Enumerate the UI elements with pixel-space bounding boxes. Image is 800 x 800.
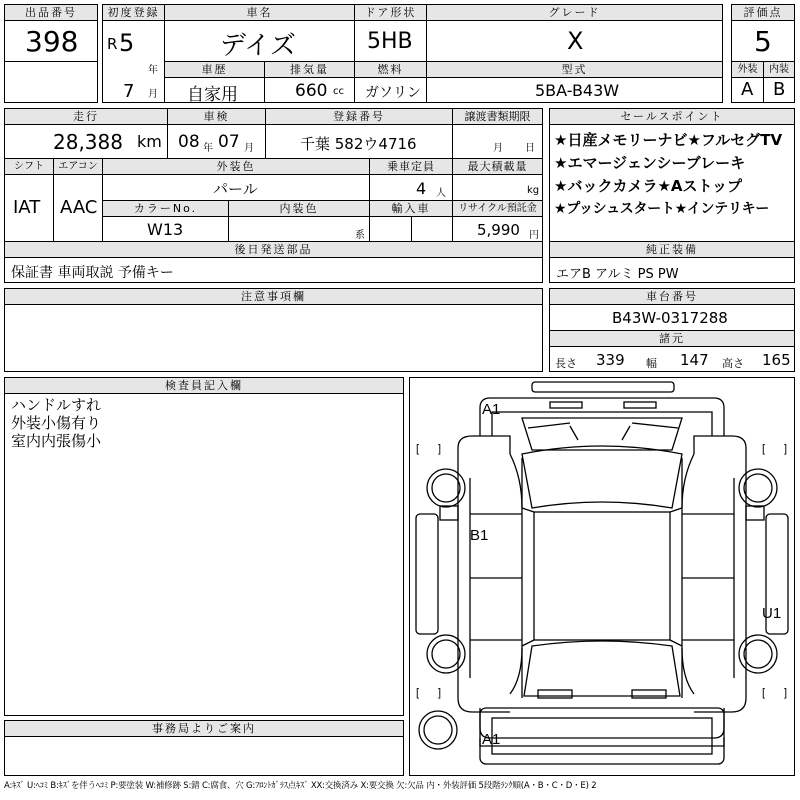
transfer-deadline: 月 日 — [452, 124, 543, 159]
displacement-label: 排気量 — [264, 61, 355, 78]
specs: 長さ 339 幅 147 高さ 165 — [549, 346, 795, 372]
car-name-label: 車名 — [164, 4, 355, 21]
score: 5 — [731, 20, 795, 62]
color-number: W13 — [102, 216, 229, 242]
svg-text:[: [ — [762, 443, 766, 455]
registration-number-label: 登録番号 — [265, 108, 453, 125]
car-diagram-svg — [410, 378, 794, 775]
capacity: 4 人 — [369, 174, 453, 201]
office-notes — [4, 736, 404, 776]
first-registration-label: 初度登録 — [102, 4, 165, 21]
chassis-label: 車台番号 — [549, 288, 795, 305]
model-label: 型式 — [426, 61, 723, 78]
svg-text:]: ] — [438, 687, 442, 699]
car-name: デイズ — [164, 20, 355, 62]
sales-point-line: ★バックカメラ★Aストップ — [554, 177, 743, 195]
damage-mark-a1-bottom: A1 — [482, 731, 501, 748]
recycle-label: リサイクル預託金 — [452, 200, 543, 217]
fuel: ガソリン — [354, 77, 427, 103]
interior-color-label: 内装色 — [228, 200, 370, 217]
legend-footer: A:ｷｽﾞ U:ﾍｺﾐ B:ｷｽﾞを伴うﾍｺﾐ P:要塗装 W:補修跡 S:錆 C:腐食、穴 G:ﾌﾛﾝﾄｶﾞﾗｽ点ｷｽﾞ XX:交換済み X:要交換 欠:欠品 内・外装評価 5段階ﾗﾝｸ順(A・B・C・D・E) 2 — [4, 781, 597, 791]
equipment: エアB アルミ PS PW — [549, 257, 795, 283]
later-parts-label: 後日発送部品 — [4, 241, 543, 258]
specs-label: 諸元 — [549, 330, 795, 347]
exterior-label: 外装 — [731, 61, 764, 78]
mileage: 28,388 km — [4, 124, 168, 159]
damage-mark-u1: U1 — [762, 605, 782, 622]
damage-mark-b1: B1 — [470, 527, 489, 544]
history-label: 車歴 — [164, 61, 265, 78]
history: 自家用 — [164, 77, 265, 103]
sales-point-line: ★エマージェンシーブレーキ — [554, 154, 746, 172]
recycle-deposit: 5,990 円 — [452, 216, 543, 242]
import — [369, 216, 453, 242]
import-label: 輸入車 — [369, 200, 453, 217]
lot-number-extra — [4, 61, 98, 103]
svg-text:[: [ — [416, 443, 420, 455]
svg-text:]: ] — [784, 687, 788, 699]
max-load-label: 最大積載量 — [452, 158, 543, 175]
door-type: 5HB — [354, 20, 427, 62]
exterior-color-label: 外装色 — [102, 158, 370, 175]
svg-text:]: ] — [438, 443, 442, 455]
displacement: 660 cc — [264, 77, 355, 103]
first-registration: R 5 年 7 月 — [102, 20, 165, 103]
sales-points-label: セールスポイント — [549, 108, 795, 125]
aircon-label: エアコン — [53, 158, 103, 175]
inspection: 08 年 07 月 — [167, 124, 266, 159]
shift: IAT — [4, 174, 54, 242]
exterior-color: パール — [102, 174, 370, 201]
score-label: 評価点 — [731, 4, 795, 21]
inspection-label: 車検 — [167, 108, 266, 125]
car-diagram — [409, 377, 795, 776]
transfer-deadline-label: 譲渡書類期限 — [452, 108, 543, 125]
inspector-line: ハンドルすれ — [11, 396, 102, 414]
lot-number: 398 — [4, 20, 98, 62]
office-label: 事務局よりご案内 — [4, 720, 404, 737]
max-load: kg — [452, 174, 543, 201]
sales-point-line: ★プッシュスタート★インテリキー — [554, 201, 770, 217]
equipment-label: 純正装備 — [549, 241, 795, 258]
later-parts: 保証書 車両取説 予備キー — [4, 257, 543, 283]
lot-number-label: 出品番号 — [4, 4, 98, 21]
fuel-label: 燃料 — [354, 61, 427, 78]
door-type-label: ドア形状 — [354, 4, 427, 21]
shift-label: シフト — [4, 158, 54, 175]
mileage-label: 走行 — [4, 108, 168, 125]
inspector-label: 検査員記入欄 — [4, 377, 404, 394]
inspector-line: 室内内張傷小 — [11, 432, 102, 450]
chassis-number: B43W-0317288 — [549, 304, 795, 331]
color-number-label: カラーNo. — [102, 200, 229, 217]
sales-points — [549, 124, 795, 242]
interior-grade: B — [763, 77, 795, 103]
damage-mark-a1-top: A1 — [482, 401, 501, 418]
grade: X — [426, 20, 723, 62]
inspector-line: 外装小傷有り — [11, 414, 102, 432]
registration-number: 千葉 582ウ4716 — [265, 124, 453, 159]
notes-label: 注意事項欄 — [4, 288, 543, 305]
aircon: AAC — [53, 174, 103, 242]
sales-point-line: ★日産メモリーナビ★フルセグTV — [554, 131, 783, 149]
model: 5BA-B43W — [426, 77, 723, 103]
svg-text:[: [ — [762, 687, 766, 699]
capacity-label: 乗車定員 — [369, 158, 453, 175]
svg-text:]: ] — [784, 443, 788, 455]
exterior-grade: A — [731, 77, 764, 103]
interior-label: 内装 — [763, 61, 795, 78]
inspector-notes — [4, 393, 404, 716]
notes-area — [4, 304, 543, 372]
grade-label: グレード — [426, 4, 723, 21]
interior-color: 系 — [228, 216, 370, 242]
svg-text:[: [ — [416, 687, 420, 699]
